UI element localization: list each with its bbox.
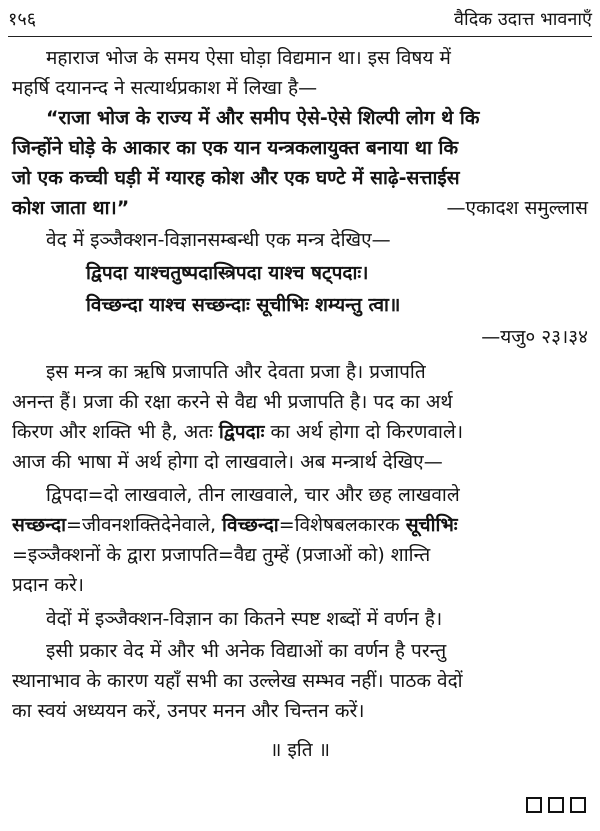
text-line: आज की भाषा में अर्थ होगा दो लाखवाले। अब मन्त्रार्थ देखिए—	[12, 451, 443, 473]
text-line: इस मन्त्र का ऋषि प्रजापति और देवता प्रजा है। प्रजापति	[46, 361, 426, 383]
text-line: वेदों में इञ्जैक्शन-विज्ञान का कितने स्पष्ट शब्दों में वर्णन है।	[46, 608, 443, 630]
page-header	[8, 4, 592, 37]
quote-line: “राजा भोज के राज्य में और समीप ऐसे-ऐसे शिल्पी लोग थे कि	[46, 107, 480, 129]
text-line: महाराज भोज के समय ऐसा घोड़ा विद्यमान था। इस विषय में	[46, 47, 451, 69]
text-span: =विशेषबलकारक	[278, 514, 406, 536]
text-span: का अर्थ होगा दो किरणवाले।	[264, 421, 464, 443]
term-vicchanda: विच्छन्दा	[222, 514, 279, 536]
text-span: किरण और शक्ति भी है, अतः	[12, 421, 219, 443]
end-marker: ॥ इति ॥	[270, 739, 330, 761]
gloss-line	[0, 510, 600, 540]
end-of-chapter-boxes	[526, 797, 586, 813]
quote-line: जो एक कच्ची घड़ी में ग्यारह कोश और एक घण्टे में साढ़े-सत्ताईस	[12, 167, 460, 189]
text-line: वेद में इञ्जैक्शन-विज्ञानसम्बन्धी एक मन्त्र देखिए—	[46, 229, 391, 251]
running-title: वैदिक उदात्त भावनाएँ	[454, 9, 592, 30]
gloss-line: प्रदान करे।	[12, 574, 84, 596]
text-line	[0, 417, 600, 447]
mantra-line: विच्छन्दा याश्च सच्छन्दाः सूचीभिः शम्यन्तु त्वा॥	[86, 294, 401, 316]
quote-line: जिन्होंने घोड़े के आकार का एक यान यन्त्रकलायुक्त बनाया था कि	[12, 137, 459, 159]
page-number: १५६	[8, 9, 37, 30]
text-line: महर्षि दयानन्द ने सत्यार्थप्रकाश में लिखा है—	[12, 77, 318, 99]
quote-source: —एकादश समुल्लास	[446, 197, 588, 219]
text-line: इसी प्रकार वेद में और भी अनेक विद्याओं का वर्णन है परन्तु	[46, 640, 447, 662]
term-suchibhih: सूचीभिः	[405, 514, 458, 536]
mantra-reference: —यजु० २३।३४	[481, 326, 588, 348]
text-line: का स्वयं अध्ययन करें, उनपर मनन और चिन्तन करें।	[12, 700, 365, 722]
quote-line: कोश जाता था।”	[12, 197, 130, 219]
text-span: =जीवनशक्तिदेनेवाले,	[66, 514, 223, 536]
term-dvipadah: द्विपदाः	[218, 421, 265, 443]
square-icon	[570, 797, 586, 813]
square-icon	[548, 797, 564, 813]
text-line: अनन्त हैं। प्रजा की रक्षा करने से वैद्य भी प्रजापति है। पद का अर्थ	[12, 391, 453, 413]
gloss-line: द्विपदा=दो लाखवाले, तीन लाखवाले, चार और छह लाखवाले	[46, 484, 460, 506]
text-line: स्थानाभाव के कारण यहाँ सभी का उल्लेख सम्भव नहीं। पाठक वेदों	[12, 670, 463, 692]
gloss-line: =इञ्जैक्शनों के द्वारा प्रजापति=वैद्य तुम्हें (प्रजाओं को) शान्ति	[12, 544, 431, 566]
square-icon	[526, 797, 542, 813]
term-sacchanda: सच्छन्दा	[12, 514, 67, 536]
mantra-line: द्विपदा याश्चतुष्पदास्त्रिपदा याश्च षट्पदाः।	[86, 262, 369, 284]
